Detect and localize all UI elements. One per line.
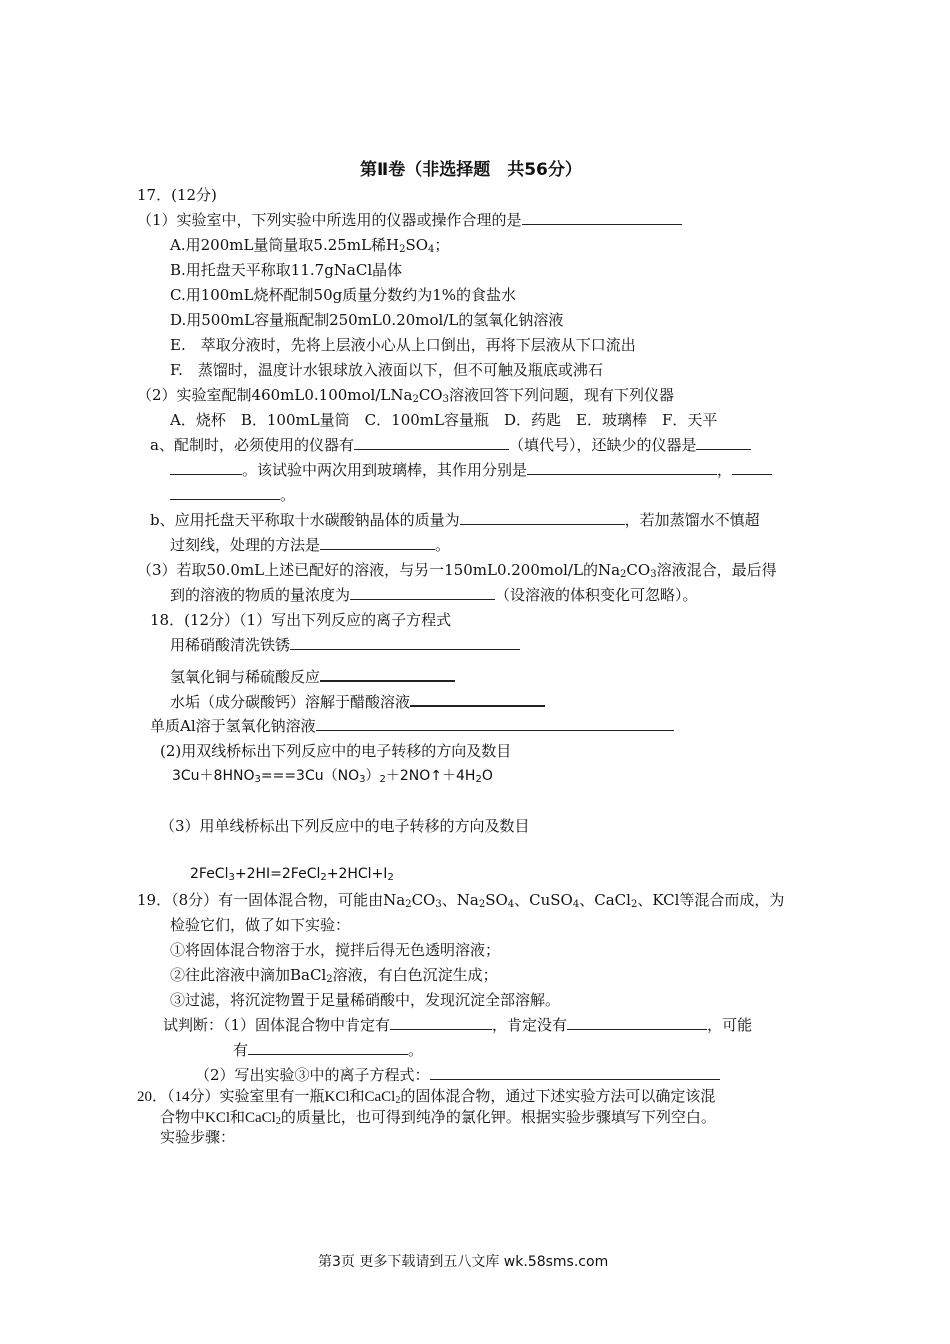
q17-option-c: C.用100mL烧杯配制50g质量分数约为1%的食盐水 xyxy=(170,286,517,304)
q17-a-line1: a、配制时，必须使用的仪器有 （填代号），还缺少的仪器是 xyxy=(150,435,751,455)
answer-blank[interactable] xyxy=(354,435,509,450)
answer-blank[interactable] xyxy=(320,666,455,682)
q18-reaction-4: 单质Al溶于氢氧化钠溶液 xyxy=(150,716,674,736)
q17-option-e: E. 萃取分液时，先将上层液小心从上口倒出，再将下层液从下口流出 xyxy=(170,336,636,354)
q17-part1: （1）实验室中，下列实验中所选用的仪器或操作合理的是 xyxy=(137,210,682,230)
q20-header-line2: 合物中KCl和CaCl$_2$的质量比，也可得到纯净的氯化钾。根据实验步骤填写下列空白。 xyxy=(160,1110,716,1127)
q18-equation-3: $2FeCl_3+2HI=2FeCl_2+2HCl+I_2$ xyxy=(190,866,394,883)
q17-header: 17．(12分) xyxy=(137,186,217,204)
answer-blank[interactable] xyxy=(430,1065,720,1080)
q17-a-line2: 。该试验中两次用到玻璃棒，其作用分别是 ， xyxy=(170,460,772,480)
answer-blank[interactable] xyxy=(567,1015,707,1030)
q17-b-line2: 过刻线，处理的方法是 。 xyxy=(170,536,451,554)
q17-part2: （2）实验室配制$460mL0.100mol/LNa_2CO_3$溶液回答下列问题，现有下列仪器 xyxy=(137,386,674,405)
q19-step-1: ①将固体混合物溶于水，搅拌后得无色透明溶液； xyxy=(170,941,501,959)
q19-header-line2: 检验它们，做了如下实验： xyxy=(170,916,351,934)
answer-blank[interactable] xyxy=(390,1015,492,1030)
q17-a-line3: 。 xyxy=(170,485,295,505)
q18-reaction-2: 氢氧化铜与稀硫酸反应 xyxy=(170,666,455,687)
q18-header: 18．(12分）（1）写出下列反应的离子方程式 xyxy=(150,611,452,629)
q19-judge-line1: 试判断：（1）固体混合物中肯定有 ，肯定没有 ，可能 xyxy=(163,1016,753,1034)
answer-blank[interactable] xyxy=(527,460,717,475)
q19-header-line1: 19．（8分）有一固体混合物，可能由$Na_2CO_3$、$Na_2SO_4$、CuSO$_4$、CaCl$_2$、KCl等混合而成，为 xyxy=(137,891,785,910)
q17-part3-line2: 到的溶液的物质的量浓度为 （设溶液的体积变化可忽略）。 xyxy=(170,586,698,604)
answer-blank[interactable] xyxy=(170,460,242,475)
answer-blank[interactable] xyxy=(290,635,520,650)
answer-blank[interactable] xyxy=(410,691,545,707)
q19-judge-line3: （2）写出实验③中的离子方程式： xyxy=(195,1065,720,1085)
answer-blank[interactable] xyxy=(522,210,682,225)
q17-option-a: A.用200mL量筒量取5.25mL稀$H_2SO_4$； xyxy=(170,236,450,255)
answer-blank[interactable] xyxy=(248,1040,408,1055)
q18-part2: (2)用双线桥标出下列反应中的电子转移的方向及数目 xyxy=(160,742,512,760)
q20-steps-label: 实验步骤： xyxy=(160,1130,236,1146)
answer-blank[interactable] xyxy=(170,485,280,500)
q18-part3: （3）用单线桥标出下列反应中的电子转移的方向及数目 xyxy=(160,817,530,835)
q19-step-2: ②往此溶液中滴加BaCl$_2$溶液，有白色沉淀生成； xyxy=(170,966,498,985)
page-footer: 第3页 更多下载请到五八文库 wk.58sms.com xyxy=(318,1254,609,1270)
q17-b-line1: b、应用托盘天平称取十水碳酸钠晶体的质量为 ，若加蒸馏水不慎超 xyxy=(150,511,760,529)
q19-judge-line2: 有 。 xyxy=(233,1041,424,1059)
q18-equation-2: $3Cu+8HNO_3===3Cu(NO_3)_2+2NO↑+4H_2O$ xyxy=(172,768,493,785)
answer-blank[interactable] xyxy=(732,460,772,475)
answer-blank[interactable] xyxy=(316,716,674,731)
answer-blank[interactable] xyxy=(696,435,751,450)
answer-blank[interactable] xyxy=(350,585,495,600)
q17-option-d: D.用500mL容量瓶配制250mL0.20mol/L的氢氧化钠溶液 xyxy=(170,311,564,329)
q20-header-line1: 20．（14分）实验室里有一瓶KCl和CaCl$_2$的固体混合物，通过下述实验方法可以确定该混 xyxy=(137,1089,716,1106)
answer-blank[interactable] xyxy=(320,535,435,550)
q17-instrument-list: A．烧杯 B．100mL量筒 C．100mL容量瓶 D．药匙 E．玻璃棒 F．天平 xyxy=(170,411,718,429)
section-title: 第Ⅱ卷（非选择题 共56分） xyxy=(360,160,582,180)
q17-option-b: B.用托盘天平称取11.7gNaCl晶体 xyxy=(170,261,403,279)
q18-reaction-1: 用稀硝酸清洗铁锈 xyxy=(170,635,520,655)
q19-step-3: ③过滤，将沉淀物置于足量稀硝酸中，发现沉淀全部溶解。 xyxy=(170,991,561,1009)
q17-option-f: F. 蒸馏时，温度计水银球放入液面以下，但不可触及瓶底或沸石 xyxy=(170,361,603,379)
q17-part3-line1: （3）若取50.0mL上述已配好的溶液，与另一150mL0.200mol/L的$Na_2CO_3$溶液混合，最后得 xyxy=(137,561,777,580)
q18-reaction-3: 水垢（成分碳酸钙）溶解于醋酸溶液 xyxy=(170,691,545,712)
answer-blank[interactable] xyxy=(460,510,625,525)
